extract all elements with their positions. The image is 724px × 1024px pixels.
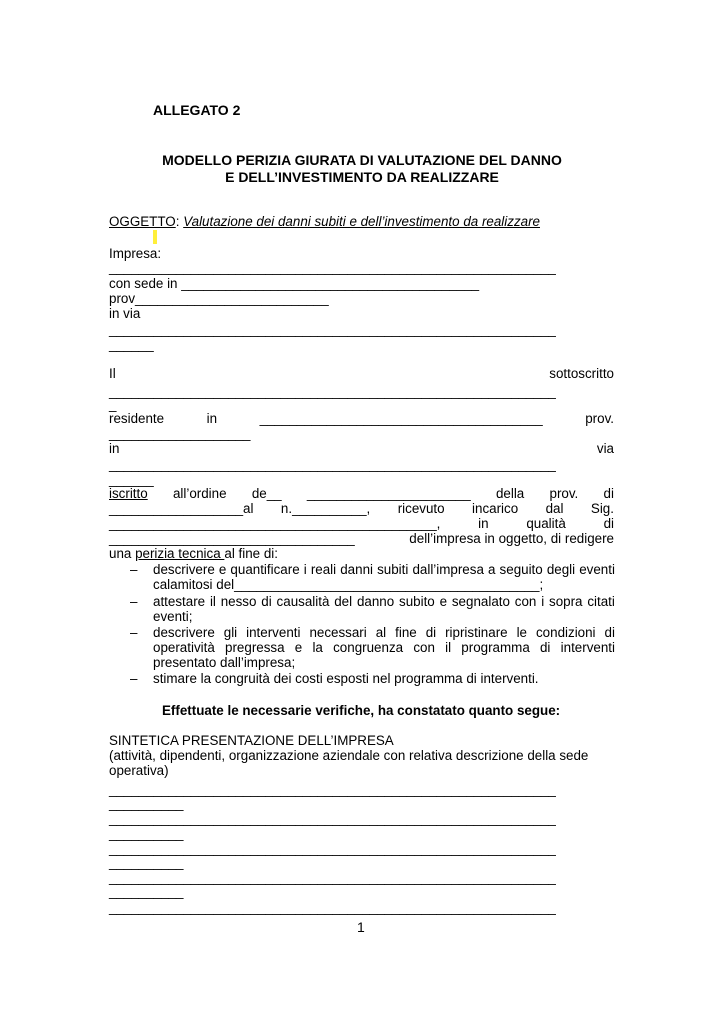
fill-line: ____________________________________________________________ xyxy=(109,900,556,915)
fill-line: ____________________________________________________________ xyxy=(109,782,556,797)
in-label: in xyxy=(206,411,218,426)
prov-field: prov__________________________ xyxy=(109,291,329,306)
bullet-2-line-2: eventi; xyxy=(153,609,193,624)
section-desc-2: operativa) xyxy=(109,763,169,778)
incaricante-field: ____________________________________________, xyxy=(109,516,441,531)
perizia-line xyxy=(109,546,278,561)
word: sopra xyxy=(549,594,583,609)
word: con xyxy=(514,594,537,609)
word: del xyxy=(334,594,353,609)
word: la xyxy=(312,640,323,655)
word: gli xyxy=(223,625,238,640)
word: con xyxy=(413,640,435,655)
prov-label: prov. xyxy=(585,411,614,426)
via-field: ____________________________________________________________ xyxy=(109,322,556,337)
word: fine xyxy=(395,625,417,640)
word: i xyxy=(541,594,545,609)
fill-line: ____________________________________________________________ xyxy=(109,870,556,885)
word: quantificare xyxy=(230,562,300,577)
bullet-2-line-1 xyxy=(153,594,615,609)
word: e xyxy=(439,594,448,609)
word: della xyxy=(495,486,525,501)
albo-field: __________________al xyxy=(109,501,254,516)
word: i xyxy=(303,562,307,577)
signer-name-field: ____________________________________________________________ xyxy=(109,384,556,399)
word: descrivere xyxy=(153,562,215,577)
word: di xyxy=(603,486,614,501)
via-label: in via xyxy=(109,306,141,321)
word: in xyxy=(478,516,489,531)
via-field-cont: ______ xyxy=(109,337,154,352)
residente-label: residente xyxy=(109,411,165,426)
section-desc-1: (attività, dipendenti, organizzazione aziendale con relativa descrizione della sede xyxy=(109,748,589,763)
fill-line-short: __________ xyxy=(109,826,184,841)
word: di xyxy=(425,625,437,640)
fill-line: ____________________________________________________________ xyxy=(109,811,556,826)
bullet-1-line-1 xyxy=(153,562,615,577)
albo-number-line xyxy=(109,501,614,516)
word: programma xyxy=(461,640,530,655)
in-label: in xyxy=(109,441,120,456)
word: all’ordine xyxy=(172,486,227,501)
word: necessari xyxy=(309,625,367,640)
highlight-mark xyxy=(153,230,157,244)
bullet-1-line-2: calamitosi del_________________________________________; xyxy=(153,577,544,592)
sede-field: con sede in ________________________________________ xyxy=(109,276,480,291)
word: danni xyxy=(340,562,373,577)
word: incarico xyxy=(472,501,519,516)
impresa-role-line xyxy=(109,531,614,546)
word: qualità xyxy=(526,516,566,531)
subject-line xyxy=(109,214,540,229)
word: reali xyxy=(310,562,337,577)
annex-label: ALLEGATO 2 xyxy=(153,102,241,118)
page-number: 1 xyxy=(357,919,365,935)
residence-field: ______________________________________ xyxy=(259,411,543,426)
word: dal xyxy=(545,501,564,516)
word: al xyxy=(375,625,387,640)
word: condizioni xyxy=(535,625,596,640)
subject-label: OGGETTO xyxy=(109,214,176,229)
via-label: via xyxy=(596,441,614,456)
word: il xyxy=(445,640,452,655)
word: segnalato xyxy=(451,594,510,609)
word: prov. xyxy=(549,486,579,501)
qualita-line xyxy=(109,516,614,531)
bullet-dash: – xyxy=(130,594,138,609)
word: Sig. xyxy=(590,501,614,516)
number-field: n.__________, xyxy=(280,501,371,516)
sottoscritto-label: sottoscritto xyxy=(549,366,614,381)
word: degli xyxy=(546,562,576,577)
word: di xyxy=(261,594,272,609)
subject-text: Valutazione dei danni subiti e dell’investimento da realizzare xyxy=(183,214,540,229)
residente-line xyxy=(109,411,614,426)
word: interventi xyxy=(560,640,615,655)
word: ripristinare xyxy=(445,625,508,640)
subject-separator: : xyxy=(175,214,180,229)
word: citati xyxy=(587,594,615,609)
word: a xyxy=(488,562,496,577)
fill-line: ____________________________________________________________ xyxy=(109,841,556,856)
word: di xyxy=(539,640,551,655)
word: una xyxy=(109,546,136,561)
word: de__ xyxy=(251,486,282,501)
bullet-dash: – xyxy=(130,562,138,577)
perizia-tecnica-text: perizia tecnica xyxy=(135,546,225,561)
bullet-dash: – xyxy=(130,625,138,640)
word: dall’impresa xyxy=(412,562,484,577)
iscritto-label: iscritto xyxy=(109,486,148,501)
word: causalità xyxy=(276,594,330,609)
impresa-field: ____________________________________________________________ xyxy=(109,260,556,275)
word: pregressa xyxy=(225,640,285,655)
word: il xyxy=(209,594,216,609)
sottoscritto-line xyxy=(109,366,614,381)
word: di xyxy=(604,625,615,640)
word: danno xyxy=(356,594,395,609)
fill-line-short: __________ xyxy=(109,796,184,811)
fill-line-short: __________ xyxy=(109,884,184,899)
word: di xyxy=(603,516,614,531)
word: al fine di: xyxy=(224,546,278,561)
in-via-line xyxy=(109,441,614,456)
word: eventi xyxy=(579,562,615,577)
word: interventi xyxy=(246,625,301,640)
iscritto-line xyxy=(109,486,614,501)
section-title: SINTETICA PRESENTAZIONE DELL’IMPRESA xyxy=(109,733,394,748)
word: congruenza xyxy=(333,640,404,655)
word: ricevuto xyxy=(397,501,445,516)
via-field: ____________________________________________________________ xyxy=(109,457,556,472)
signer-name-field-cont: _ xyxy=(109,397,117,412)
ordine-field: ______________________ xyxy=(306,486,471,501)
prov-field: ___________________ xyxy=(109,426,251,441)
il-label: Il xyxy=(109,366,116,381)
bullet-3-line-3: presentato dall’impresa; xyxy=(153,655,296,670)
word: subito xyxy=(399,594,435,609)
word: seguito xyxy=(499,562,543,577)
word: e xyxy=(218,562,227,577)
word: dell’impresa in oggetto, di redigere xyxy=(409,531,614,546)
bullet-3-line-2 xyxy=(153,640,615,655)
word: nesso xyxy=(220,594,257,609)
word: e xyxy=(294,640,303,655)
word: subiti xyxy=(377,562,409,577)
word: attestare xyxy=(153,594,206,609)
findings-heading: Effettuate le necessarie verifiche, ha constatato quanto segue: xyxy=(162,703,561,718)
bullet-3-line-1 xyxy=(153,625,615,640)
fill-line-short: __________ xyxy=(109,855,184,870)
bullet-4: stimare la congruità dei costi esposti nel programma di interventi. xyxy=(153,671,539,686)
word: operatività xyxy=(153,640,215,655)
word: descrivere xyxy=(153,625,215,640)
via-field-cont: ______ xyxy=(109,472,154,487)
role-field: _________________________________ xyxy=(109,531,355,546)
document-title-line1: MODELLO PERIZIA GIURATA DI VALUTAZIONE DEL DANNO xyxy=(162,152,562,168)
bullet-dash: – xyxy=(130,671,138,686)
document-title-line2: E DELL’INVESTIMENTO DA REALIZZARE xyxy=(225,169,499,185)
word: le xyxy=(516,625,528,640)
impresa-label: Impresa: xyxy=(109,246,162,261)
